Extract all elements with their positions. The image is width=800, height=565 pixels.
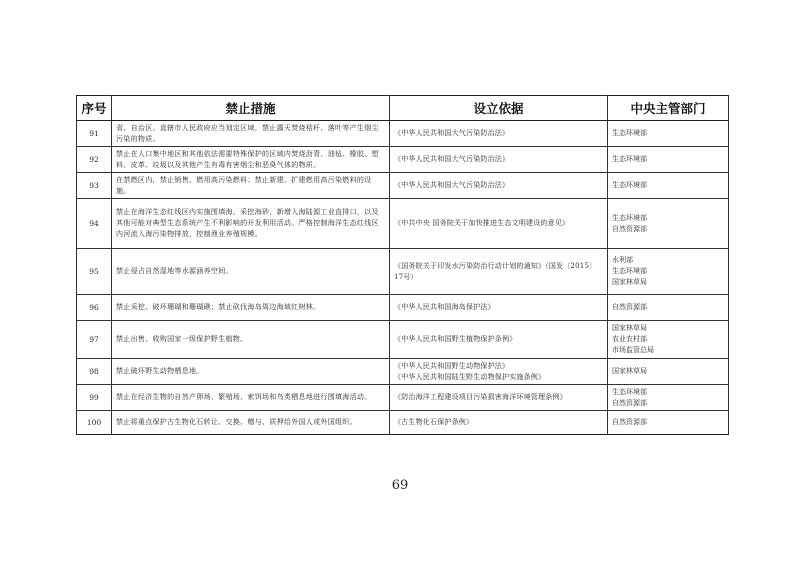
row-basis <box>390 147 608 173</box>
department-line: 生态环境部 <box>612 129 647 137</box>
row-measure: 省、自治区、直辖市人民政府应当划定区域，禁止露天焚烧秸秆、落叶等产生烟尘污染的物质。 <box>112 121 390 147</box>
basis-line: 《国务院关于印发水污染防治行动计划的通知》（国发〔2015〕17号） <box>394 261 597 281</box>
basis-line: 《中华人民共和国陆生野生动物保护实施条例》 <box>394 372 546 381</box>
basis-line: 《中华人民共和国野生植物保护条例》 <box>394 335 517 343</box>
row-measure: 禁止出售、收购国家一级保护野生植物。 <box>112 321 390 359</box>
department-line: 农业农村部 <box>612 335 647 343</box>
table-row <box>77 385 729 411</box>
row-basis <box>390 295 608 321</box>
row-basis <box>390 359 608 385</box>
department-line: 国家林草局 <box>612 367 647 375</box>
row-number: 91 <box>77 121 112 147</box>
row-number: 92 <box>77 147 112 173</box>
basis-line: 《古生物化石保护条例》 <box>394 418 474 426</box>
table-row <box>77 199 729 249</box>
row-number: 98 <box>77 359 112 385</box>
department-line: 自然资源部 <box>612 418 647 426</box>
table-header-row <box>77 96 729 121</box>
table-row <box>77 173 729 199</box>
row-number: 99 <box>77 385 112 411</box>
row-department <box>608 321 729 359</box>
row-department <box>608 249 729 295</box>
header-number: 序号 <box>77 96 112 121</box>
department-line: 生态环境部 <box>612 267 647 275</box>
table-row <box>77 249 729 295</box>
header-measure: 禁止措施 <box>112 96 390 121</box>
prohibited-measures-table <box>76 95 729 435</box>
row-department <box>608 411 729 435</box>
basis-line: 《中华人民共和国大气污染防治法》 <box>394 129 510 137</box>
basis-line: 《中华人民共和国大气污染防治法》 <box>394 181 510 189</box>
row-department <box>608 199 729 249</box>
table-row <box>77 359 729 385</box>
row-number: 94 <box>77 199 112 249</box>
row-basis <box>390 121 608 147</box>
department-line: 自然资源部 <box>612 224 647 233</box>
department-line: 国家林草局 <box>612 278 647 286</box>
row-measure: 在禁燃区内，禁止销售、燃用高污染燃料；禁止新建、扩建燃用高污染燃料的设施。 <box>112 173 390 199</box>
department-line: 生态环境部 <box>612 155 647 163</box>
basis-line: 《中华人民共和国大气污染防治法》 <box>394 155 510 163</box>
row-measure: 禁止将重点保护古生物化石转让、交换、赠与、质押给外国人或外国组织。 <box>112 411 390 435</box>
table-row <box>77 295 729 321</box>
table-row <box>77 321 729 359</box>
department-line: 生态环境部 <box>612 387 647 396</box>
row-measure: 禁止侵占自然湿地等水源涵养空间。 <box>112 249 390 295</box>
row-number: 93 <box>77 173 112 199</box>
department-line: 自然资源部 <box>612 303 647 311</box>
table-row <box>77 121 729 147</box>
table-row <box>77 411 729 435</box>
row-number: 95 <box>77 249 112 295</box>
department-line: 水利部 <box>612 256 633 264</box>
department-line: 生态环境部 <box>612 213 647 222</box>
header-basis: 设立依据 <box>390 96 608 121</box>
basis-line: 《中华人民共和国海岛保护法》 <box>394 303 495 311</box>
row-basis <box>390 199 608 249</box>
header-department: 中央主管部门 <box>608 96 729 121</box>
row-number: 100 <box>77 411 112 435</box>
row-department <box>608 295 729 321</box>
row-department <box>608 359 729 385</box>
department-line: 市场监管总局 <box>612 346 654 354</box>
department-line: 自然资源部 <box>612 398 647 407</box>
row-number: 96 <box>77 295 112 321</box>
row-number: 97 <box>77 321 112 359</box>
row-measure: 禁止采挖、破坏珊瑚和珊瑚礁；禁止砍伐海岛周边海域红树林。 <box>112 295 390 321</box>
row-basis <box>390 411 608 435</box>
row-basis <box>390 173 608 199</box>
row-basis <box>390 385 608 411</box>
page-number: 69 <box>391 478 409 493</box>
basis-line: 《中华人民共和国野生动物保护法》 <box>394 361 510 370</box>
basis-line: 《中共中央 国务院关于加快推进生态文明建设的意见》 <box>394 219 570 227</box>
table-row <box>77 147 729 173</box>
row-department <box>608 121 729 147</box>
row-measure: 禁止在经济生物的自然产卵场、繁殖场、索饵场和鸟类栖息地进行围填海活动。 <box>112 385 390 411</box>
row-basis <box>390 321 608 359</box>
row-basis <box>390 249 608 295</box>
department-line: 生态环境部 <box>612 181 647 189</box>
row-measure: 禁止在人口集中地区和其他依法需要特殊保护的区域内焚烧沥青、油毡、橡胶、塑料、皮革、垃圾以及其他产生有毒有害烟尘和恶臭气体的物质。 <box>112 147 390 173</box>
row-measure: 禁止破坏野生动物栖息地。 <box>112 359 390 385</box>
department-line: 国家林草局 <box>612 324 647 332</box>
row-department <box>608 385 729 411</box>
row-department <box>608 173 729 199</box>
row-measure: 禁止在海洋生态红线区内实施围填海、采挖海砂、新增入海陆源工业直排口，以及其他可能对典型生态系统产生不利影响的开发利用活动。严格控制海洋生态红线区内河流入海污染物排放，控制渔业养殖规模。 <box>112 199 390 249</box>
row-department <box>608 147 729 173</box>
basis-line: 《防治海洋工程建设项目污染损害海洋环境管理条例》 <box>394 393 567 401</box>
